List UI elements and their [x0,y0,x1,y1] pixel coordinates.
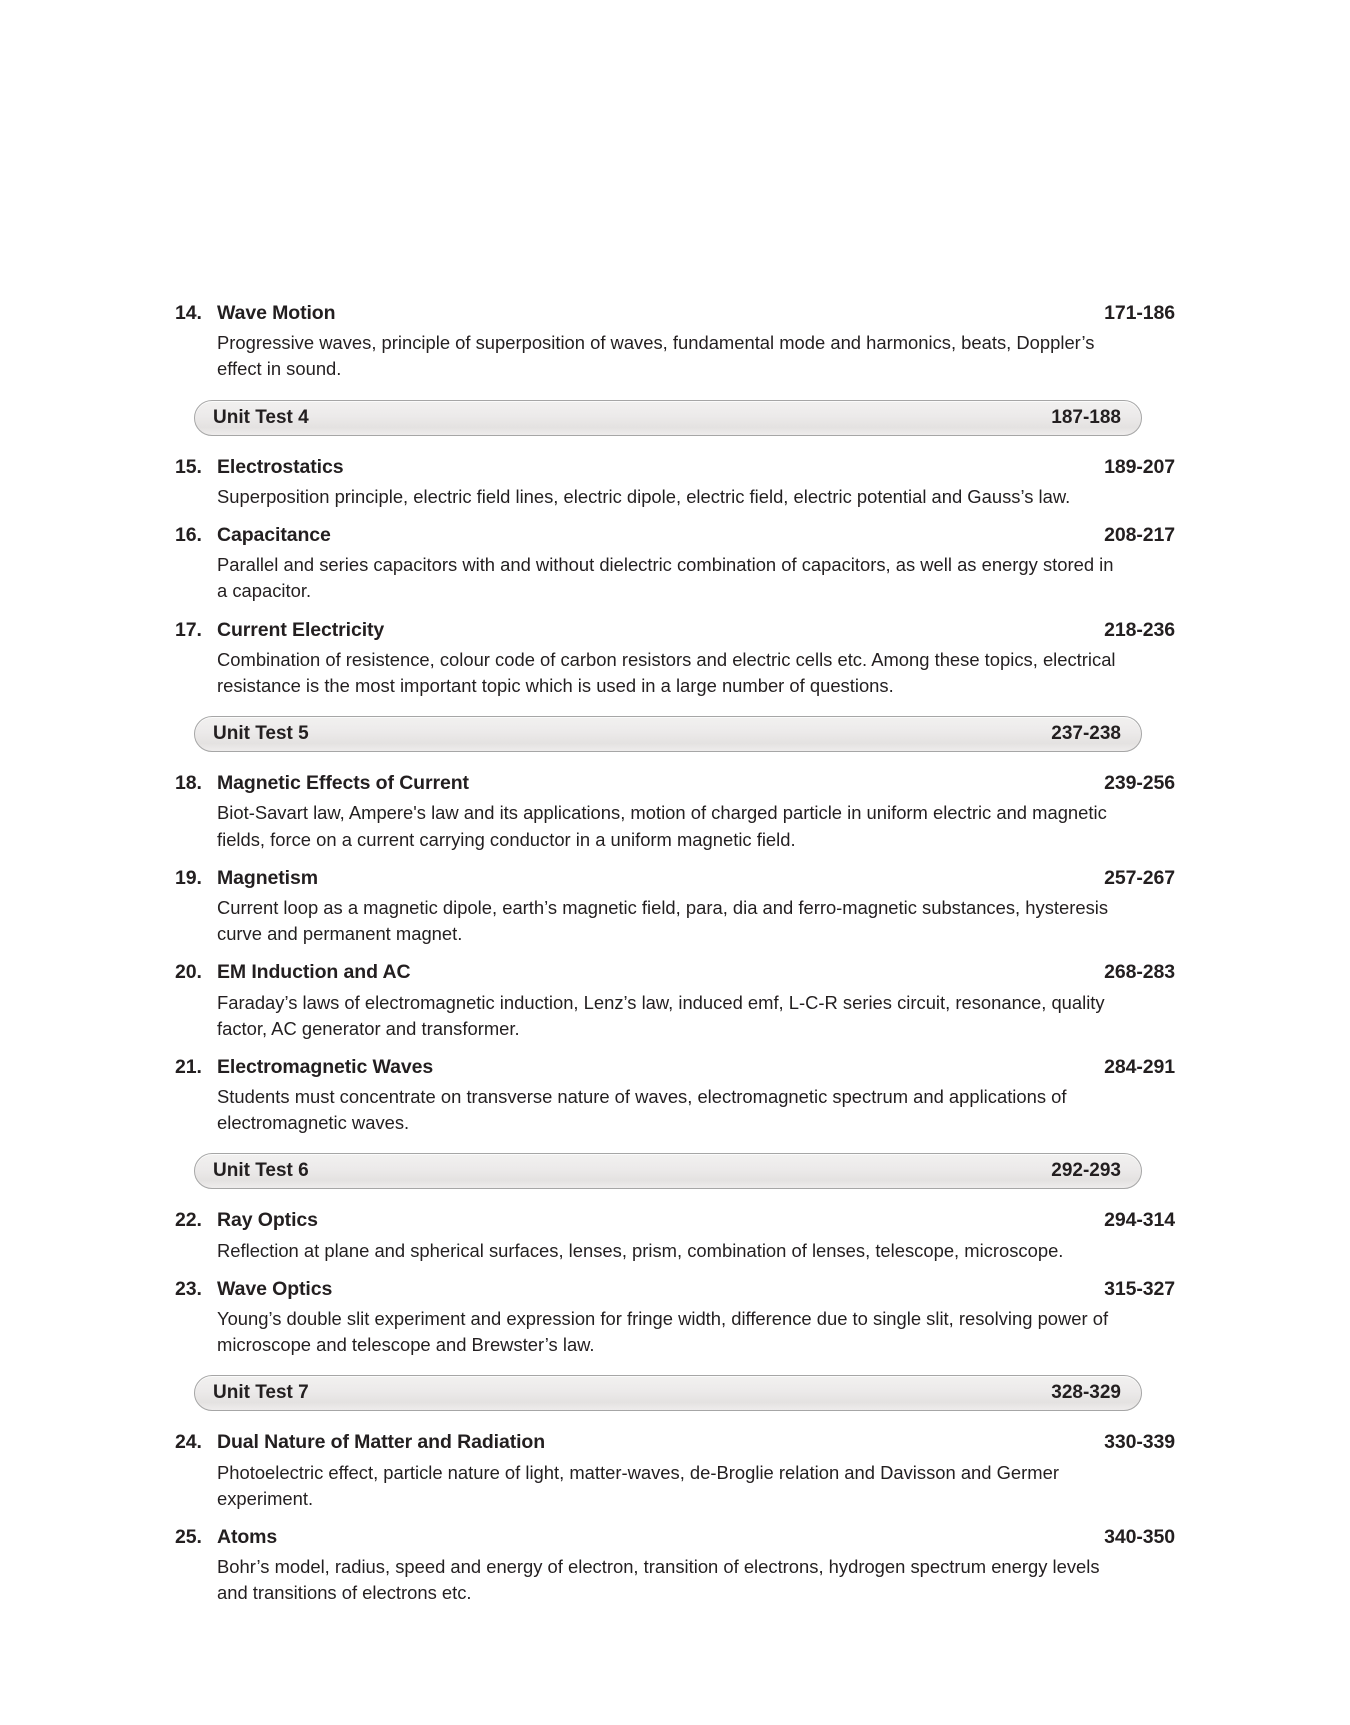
toc-entry-description: Progressive waves, principle of superposition of waves, fundamental mode and harmonics, beats, Doppler’s effect in sound. [217,332,1095,380]
toc-entry-title[interactable]: Electromagnetic Waves [217,1055,434,1078]
unit-test-page-range: 237-238 [1051,723,1121,745]
toc-entry[interactable] [175,959,1175,1042]
toc-entry[interactable] [175,865,1175,948]
toc-entry-number: 24. [175,1431,202,1454]
toc-entry-description: Superposition principle, electric field lines, electric dipole, electric field, electric potential and Gauss’s law. [217,485,1071,507]
toc-entry-number: 21. [175,1055,202,1078]
toc-entry-page-range: 218-236 [1104,618,1175,641]
unit-test-row[interactable] [194,400,1142,436]
toc-entry[interactable] [175,1054,1175,1137]
toc-entry-description: Faraday’s laws of electromagnetic induction, Lenz’s law, induced emf, L-C-R series circuit, resonance, quality factor, AC generator and transformer. [217,991,1105,1039]
toc-entry-page-range: 208-217 [1104,524,1175,546]
toc-list [175,300,1175,1619]
toc-entry-description: Current loop as a magnetic dipole, earth’s magnetic field, para, dia and ferro-magnetic substances, hysteresis curve and permanent magnet. [217,897,1109,945]
toc-entry-header [175,522,1175,548]
toc-entry-page-range: 330-339 [1104,1431,1175,1454]
toc-entry-description: Combination of resistence, colour code of carbon resistors and electric cells etc. Among these topics, electrical resistance is the most important topic which is used in a large number of questions. [217,648,1116,696]
toc-entry-number: 17. [175,618,202,641]
toc-entry-header [175,959,1175,985]
toc-entry-header [175,770,1175,796]
unit-test-label: Unit Test 6 [213,1160,309,1182]
unit-test-row[interactable] [194,1153,1142,1189]
unit-test-label: Unit Test 7 [213,1382,309,1404]
toc-entry-page-range: 189-207 [1104,455,1175,478]
toc-entry[interactable] [175,522,1175,605]
toc-entry-header [175,1429,1175,1455]
toc-entry-page-range: 239-256 [1104,772,1175,795]
toc-entry-number: 18. [175,772,202,795]
toc-entry[interactable] [175,454,1175,510]
unit-test-label: Unit Test 4 [213,406,309,428]
toc-entry-description: Students must concentrate on transverse nature of waves, electromagnetic spectrum and applications of electromagnetic waves. [217,1086,1067,1134]
toc-entry-title[interactable]: Electrostatics [217,455,344,478]
toc-entry-header [175,1276,1175,1302]
toc-entry-number: 25. [175,1525,202,1548]
toc-entry-title[interactable]: Magnetism [217,866,318,889]
toc-entry-page-range: 257-267 [1104,866,1175,889]
toc-entry-page-range: 284-291 [1104,1055,1175,1078]
toc-entry-description: Photoelectric effect, particle nature of light, matter-waves, de-Broglie relation and Davisson and Germer experiment. [217,1461,1059,1509]
toc-entry[interactable] [175,770,1175,853]
unit-test-row[interactable] [194,716,1142,752]
toc-entry-number: 14. [175,302,202,324]
unit-test-page-range: 187-188 [1051,406,1121,428]
toc-entry-page-range: 171-186 [1104,302,1175,324]
toc-entry-header [175,1524,1175,1550]
toc-entry-page-range: 268-283 [1104,961,1175,984]
toc-entry-title[interactable]: Current Electricity [217,618,385,641]
toc-entry-title[interactable]: Capacitance [217,524,331,546]
unit-test-row[interactable] [194,1375,1142,1411]
toc-entry-header [175,617,1175,643]
toc-entry-header [175,1207,1175,1233]
toc-entry-page-range: 294-314 [1104,1209,1175,1232]
toc-entry[interactable] [175,1524,1175,1607]
toc-entry-header [175,865,1175,891]
toc-entry-description: Biot-Savart law, Ampere's law and its applications, motion of charged particle in uniform electric and magnetic fields, force on a current carrying conductor in a uniform magnetic field. [217,802,1107,850]
toc-entry-number: 19. [175,866,202,889]
toc-entry-header [175,454,1175,480]
toc-entry[interactable] [175,617,1175,700]
toc-entry[interactable] [175,1207,1175,1263]
toc-entry-title[interactable]: Wave Motion [217,302,336,324]
unit-test-label: Unit Test 5 [213,723,309,745]
unit-test-page-range: 292-293 [1051,1160,1121,1182]
toc-entry-page-range: 315-327 [1104,1277,1175,1300]
toc-entry-title[interactable]: Dual Nature of Matter and Radiation [217,1431,546,1454]
toc-entry-number: 16. [175,524,202,546]
toc-entry[interactable] [175,1276,1175,1359]
toc-entry-title[interactable]: Ray Optics [217,1209,318,1232]
toc-entry-description: Young’s double slit experiment and expression for fringe width, difference due to single slit, resolving power of microscope and telescope and Brewster’s law. [217,1308,1109,1356]
toc-entry-description: Bohr’s model, radius, speed and energy of electron, transition of electrons, hydrogen spectrum energy levels and transitions of electrons etc. [217,1556,1100,1604]
toc-entry-title[interactable]: Atoms [217,1525,278,1548]
toc-entry[interactable] [175,1429,1175,1512]
toc-entry-header [175,300,1175,326]
toc-entry-title[interactable]: Magnetic Effects of Current [217,772,469,795]
toc-entry-number: 22. [175,1209,202,1232]
toc-entry-title[interactable]: EM Induction and AC [217,961,411,984]
unit-test-page-range: 328-329 [1051,1382,1121,1404]
toc-entry-description: Parallel and series capacitors with and without dielectric combination of capacitors, as well as energy stored in a capacitor. [217,554,1114,602]
toc-entry-page-range: 340-350 [1104,1525,1175,1548]
toc-entry-number: 20. [175,961,202,984]
toc-entry-header [175,1054,1175,1080]
toc-entry-number: 15. [175,455,202,478]
toc-entry-number: 23. [175,1277,202,1300]
toc-entry-title[interactable]: Wave Optics [217,1277,333,1300]
toc-entry-description: Reflection at plane and spherical surfaces, lenses, prism, combination of lenses, telescope, microscope. [217,1239,1064,1261]
toc-entry[interactable] [175,300,1175,383]
